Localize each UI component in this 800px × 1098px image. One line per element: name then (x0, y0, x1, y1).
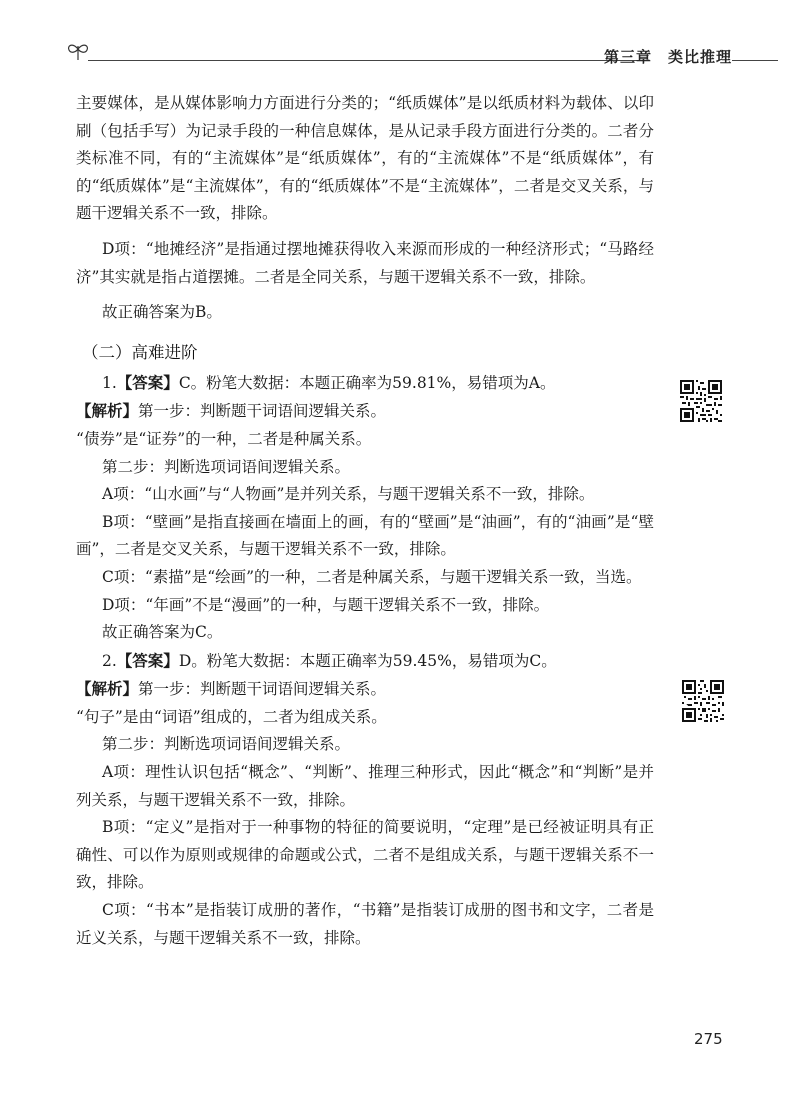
chapter-number: 第三章 (604, 48, 653, 66)
paragraph: D项：“地摊经济”是指通过摆地摊获得收入来源而形成的一种经济形式；“马路经济”其实就是指占道摆摊。二者是全同关系，与题干逻辑关系不一致，排除。 (76, 239, 654, 286)
page-number: 275 (694, 1030, 723, 1048)
paragraph: 故正确答案为B。 (102, 303, 222, 322)
leaf-icon (66, 40, 90, 62)
q2-analysis (76, 675, 654, 704)
answer-tag: 【答案】 (116, 372, 179, 392)
line: “句子”是由“词语”组成的，二者为组成关系。 (76, 707, 387, 726)
analysis-tag: 【解析】 (76, 679, 139, 699)
analysis-text: 第一步：判断题干词语间逻辑关系。 (138, 680, 387, 699)
qr-code-icon[interactable] (682, 680, 724, 722)
chapter-heading (596, 46, 740, 67)
line: C项：“素描”是“绘画”的一种，二者是种属关系，与题干逻辑关系一致，当选。 (102, 567, 642, 586)
paragraph: 主要媒体，是从媒体影响力方面进行分类的；“纸质媒体”是以纸质材料为载体、以印刷（包括手写）为记录手段的一种信息媒体，是从记录手段方面进行分类的。二者分类标准不同，有的“主流媒体”是“纸质媒体”，有的“主流媒体”不是“纸质媒体”，有的“纸质媒体”是“主流媒体”，有的“纸质媒体”不是“主流媒体”，二者是交叉关系，与题干逻辑关系不一致，排除。 (76, 94, 654, 223)
line: B项：“壁画”是指直接画在墙面上的画，有的“壁画”是“油画”，有的“油画”是“壁画”，二者是交叉关系，与题干逻辑关系不一致，排除。 (76, 512, 654, 559)
answer-tag: 【答案】 (116, 650, 179, 670)
q1-number: 1. (102, 373, 117, 392)
line: 故正确答案为C。 (102, 623, 223, 642)
line: C项：“书本”是指装订成册的著作，“书籍”是指装订成册的图书和文字，二者是近义关系，与题干逻辑关系不一致，排除。 (76, 901, 654, 947)
header-rule-left (88, 60, 648, 61)
answer-text: C。粉笔大数据：本题正确率为59.81%，易错项为A。 (178, 373, 556, 392)
line: A项：理性认识包括“概念”、“判断”、推理三种形式，因此“概念”和“判断”是并列关系，与题干逻辑关系不一致，排除。 (76, 763, 654, 809)
q2-answer (76, 647, 654, 676)
header-rule-right (732, 60, 778, 61)
page-body (76, 90, 654, 952)
line: B项：“定义”是指对于一种事物的特征的简要说明，“定理”是已经被证明具有正确性、可以作为原则或规律的命题或公式，二者不是组成关系，与题干逻辑关系不一致，排除。 (76, 818, 654, 892)
q1-analysis (76, 397, 654, 426)
chapter-title: 类比推理 (668, 48, 733, 66)
line: A项：“山水画”与“人物画”是并列关系，与题干逻辑关系不一致，排除。 (102, 485, 595, 504)
qr-code-icon[interactable] (680, 380, 722, 422)
page-header (66, 40, 778, 70)
answer-text: D。粉笔大数据：本题正确率为59.45%，易错项为C。 (178, 651, 557, 670)
analysis-tag: 【解析】 (76, 401, 139, 421)
line: “债券”是“证券”的一种，二者是种属关系。 (76, 429, 372, 448)
analysis-text: 第一步：判断题干词语间逻辑关系。 (138, 402, 387, 421)
line: 第二步：判断选项词语间逻辑关系。 (102, 457, 351, 476)
line: D项：“年画”不是“漫画”的一种，与题干逻辑关系不一致，排除。 (102, 595, 550, 614)
line: 第二步：判断选项词语间逻辑关系。 (102, 735, 351, 754)
q1-answer (76, 369, 654, 398)
q2-number: 2. (102, 651, 117, 670)
section-title: （二）高难进阶 (82, 342, 198, 362)
